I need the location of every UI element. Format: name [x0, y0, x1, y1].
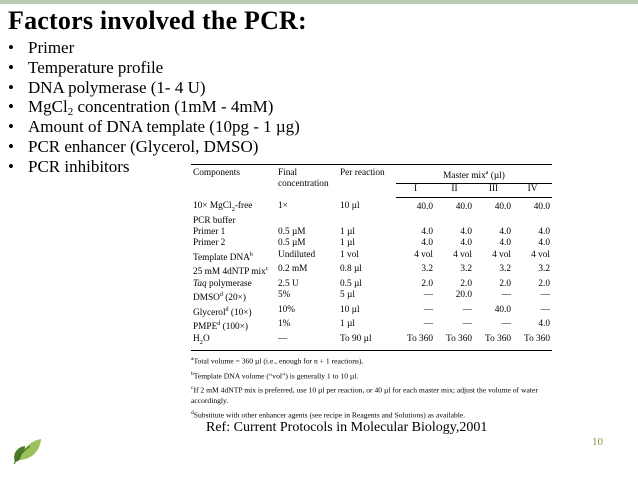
cell-text: Glycerol	[193, 307, 226, 318]
header-text: Master mix	[443, 171, 486, 182]
footnote	[191, 383, 552, 406]
cell-final-concentration: 0.5 µM	[278, 227, 306, 238]
cell-master-mix: To 360	[474, 334, 513, 351]
header-text: (µl)	[488, 171, 505, 182]
footnote-mark: d	[217, 321, 221, 328]
cell-text: 25 mM 4dNTP mix	[193, 267, 266, 278]
cell-final-concentration: 0.5 µM	[278, 238, 306, 249]
cell-master-mix: 4 vol	[414, 249, 433, 260]
cell-component	[191, 334, 276, 351]
cell-master-mix: 3.2	[538, 264, 550, 275]
table-row	[191, 305, 552, 320]
cell-component	[191, 290, 276, 305]
footnote-mark: b	[191, 370, 194, 377]
cell-master-mix: 2.0	[460, 278, 472, 289]
bullet-item: • PCR enhancer (Glycerol, DMSO)	[8, 137, 300, 157]
cell-master-mix: 4.0	[538, 319, 550, 330]
cell-master-mix: 4.0	[538, 238, 550, 249]
col-header-per-reaction: Per reaction	[338, 165, 396, 198]
cell-master-mix: 3.2	[460, 264, 472, 275]
top-accent-bar	[0, 0, 638, 4]
bullet-item: • Primer	[8, 38, 300, 58]
footnote-mark: d	[191, 409, 194, 416]
pcr-reagent-table-figure	[191, 164, 552, 420]
footnote-mark: c	[265, 266, 269, 273]
cell-text: Taq	[193, 278, 207, 289]
cell-master-mix: 3.2	[499, 264, 511, 275]
cell-master-mix: 40.0	[455, 201, 472, 212]
bullet-item: • DNA polymerase (1- 4 U)	[8, 78, 300, 98]
col-header-final-concentration	[276, 165, 338, 198]
cell-per-reaction: 1 µl	[340, 227, 355, 238]
table-row	[191, 279, 552, 290]
cell-text: Primer 2	[193, 238, 226, 249]
slide-title: Factors involved the PCR:	[8, 6, 307, 35]
cell-master-mix: —	[423, 319, 433, 330]
cell-master-mix: 4.0	[499, 227, 511, 238]
table-row	[191, 238, 552, 249]
cell-text: O	[202, 333, 210, 344]
pcr-reagent-table	[191, 164, 552, 351]
reference-citation: Ref: Current Protocols in Molecular Biology,2001	[206, 420, 488, 435]
table-row	[191, 264, 552, 279]
cell-final-concentration: 10%	[278, 304, 296, 315]
table-row	[191, 334, 552, 351]
cell-master-mix: —	[462, 319, 472, 330]
cell-text: DMSO	[193, 293, 220, 304]
cell-text: 10× MgCl	[193, 201, 232, 212]
bullet-item: • PCR inhibitors	[8, 157, 300, 177]
cell-text: polymerase	[206, 278, 252, 289]
cell-master-mix: To 360	[513, 334, 552, 351]
bullet-text: concentration (1mM - 4mM)	[73, 97, 274, 117]
cell-component	[191, 279, 276, 290]
cell-final-concentration: 1×	[278, 201, 288, 212]
cell-text: PMPE	[193, 322, 218, 333]
cell-component	[191, 305, 276, 320]
cell-master-mix: —	[501, 319, 511, 330]
cell-master-mix: —	[540, 304, 550, 315]
cell-master-mix: 40.0	[533, 201, 550, 212]
table-row	[191, 250, 552, 265]
cell-master-mix: —	[540, 290, 550, 301]
cell-per-reaction: 10 µl	[340, 201, 360, 212]
cell-text: (10×)	[228, 307, 252, 318]
table-row	[191, 227, 552, 238]
cell-final-concentration: 0.2 mM	[278, 264, 308, 275]
footnote-mark: a	[485, 170, 489, 176]
bullet-list	[8, 38, 300, 177]
cell-master-mix: 4.0	[499, 238, 511, 249]
cell-master-mix: 4.0	[460, 227, 472, 238]
cell-master-mix: 40.0	[416, 201, 433, 212]
cell-master-mix: 4 vol	[492, 249, 511, 260]
col-header-mix-1: I	[396, 183, 435, 197]
footnote	[191, 369, 552, 382]
cell-per-reaction: 1 vol	[340, 249, 359, 260]
cell-component	[191, 197, 276, 227]
cell-final-concentration: 1%	[278, 319, 291, 330]
col-header-mix-3: III	[474, 183, 513, 197]
cell-master-mix: 4.0	[460, 238, 472, 249]
col-header-mix-4: IV	[513, 183, 552, 197]
cell-master-mix: 4 vol	[453, 249, 472, 260]
subscript: 2	[67, 106, 74, 119]
bullet-item	[8, 97, 300, 117]
footnote-text: If 2 mM 4dNTP mix is preferred, use 10 µl per reaction, or 40 µl for each master mix; adjust the volume of water accordingly.	[191, 385, 538, 405]
page-number: 10	[592, 436, 603, 448]
cell-text: Primer 1	[193, 227, 226, 238]
cell-per-reaction: 0.5 µl	[340, 278, 362, 289]
leaf-logo	[8, 433, 44, 465]
cell-per-reaction: To 90 µl	[338, 334, 396, 351]
cell-master-mix: 4.0	[538, 227, 550, 238]
cell-text: (100×)	[220, 322, 249, 333]
footnote-mark: d	[225, 306, 229, 313]
footnote-mark: b	[249, 251, 253, 258]
cell-master-mix: 2.0	[538, 278, 550, 289]
col-header-master-mix	[396, 165, 552, 184]
subscript: 2	[231, 206, 235, 214]
table-row	[191, 197, 552, 227]
cell-per-reaction: 1 µl	[340, 238, 355, 249]
cell-master-mix: 2.0	[499, 278, 511, 289]
cell-per-reaction: 5 µl	[340, 290, 355, 301]
subscript: 2	[199, 338, 203, 346]
cell-text: Template DNA	[193, 252, 250, 263]
cell-master-mix: —	[423, 304, 433, 315]
cell-text: -free	[234, 201, 253, 212]
cell-master-mix: To 360	[435, 334, 474, 351]
bullet-item: • Amount of DNA template (10pg - 1 µg)	[8, 117, 300, 137]
cell-component	[191, 227, 276, 238]
leaf-icon	[8, 433, 44, 465]
table-footnotes	[191, 354, 552, 420]
bullet-text: MgCl	[28, 97, 68, 117]
cell-component	[191, 250, 276, 265]
table-body	[191, 197, 552, 350]
cell-per-reaction: 10 µl	[340, 304, 360, 315]
footnote-text: Total volume = 360 µl (i.e., enough for n + 1 reactions).	[193, 356, 364, 366]
header-line: concentration	[278, 179, 329, 190]
cell-component	[191, 264, 276, 279]
cell-master-mix: —	[501, 290, 511, 301]
footnote-text: Template DNA volume (“vol”) is generally 1 to 10 µl.	[193, 371, 359, 381]
col-header-mix-2: II	[435, 183, 474, 197]
cell-component	[191, 238, 276, 249]
cell-text: PCR buffer	[193, 215, 236, 226]
cell-text: H	[193, 333, 200, 344]
cell-final-concentration: 5%	[278, 290, 291, 301]
cell-final-concentration: —	[276, 334, 338, 351]
table-row	[191, 290, 552, 305]
footnote-mark: a	[191, 356, 194, 363]
cell-master-mix: 2.0	[421, 278, 433, 289]
cell-master-mix: 20.0	[455, 290, 472, 301]
footnote-text: Substitute with other enhancer agents (see recipe in Reagents and Solutions) as available.	[193, 410, 466, 420]
cell-master-mix: 4 vol	[531, 249, 550, 260]
cell-component	[191, 319, 276, 334]
cell-master-mix: 40.0	[494, 304, 511, 315]
footnote-mark: d	[219, 292, 223, 299]
cell-master-mix: 4.0	[421, 238, 433, 249]
cell-per-reaction: 1 µl	[340, 319, 355, 330]
cell-per-reaction: 0.8 µl	[340, 264, 362, 275]
cell-master-mix: —	[462, 304, 472, 315]
footnote-mark: c	[191, 385, 194, 392]
cell-text: (20×)	[222, 293, 246, 304]
cell-final-concentration: Undiluted	[278, 249, 316, 260]
col-header-components: Components	[191, 165, 276, 198]
cell-master-mix: 40.0	[494, 201, 511, 212]
footnote	[191, 408, 552, 421]
cell-master-mix: 3.2	[421, 264, 433, 275]
table-row	[191, 319, 552, 334]
cell-master-mix: 4.0	[421, 227, 433, 238]
bullet-item: • Temperature profile	[8, 58, 300, 78]
header-line: Final	[278, 168, 298, 178]
cell-master-mix: —	[423, 290, 433, 301]
cell-master-mix: To 360	[396, 334, 435, 351]
footnote	[191, 354, 552, 367]
cell-final-concentration: 2.5 U	[278, 278, 299, 289]
